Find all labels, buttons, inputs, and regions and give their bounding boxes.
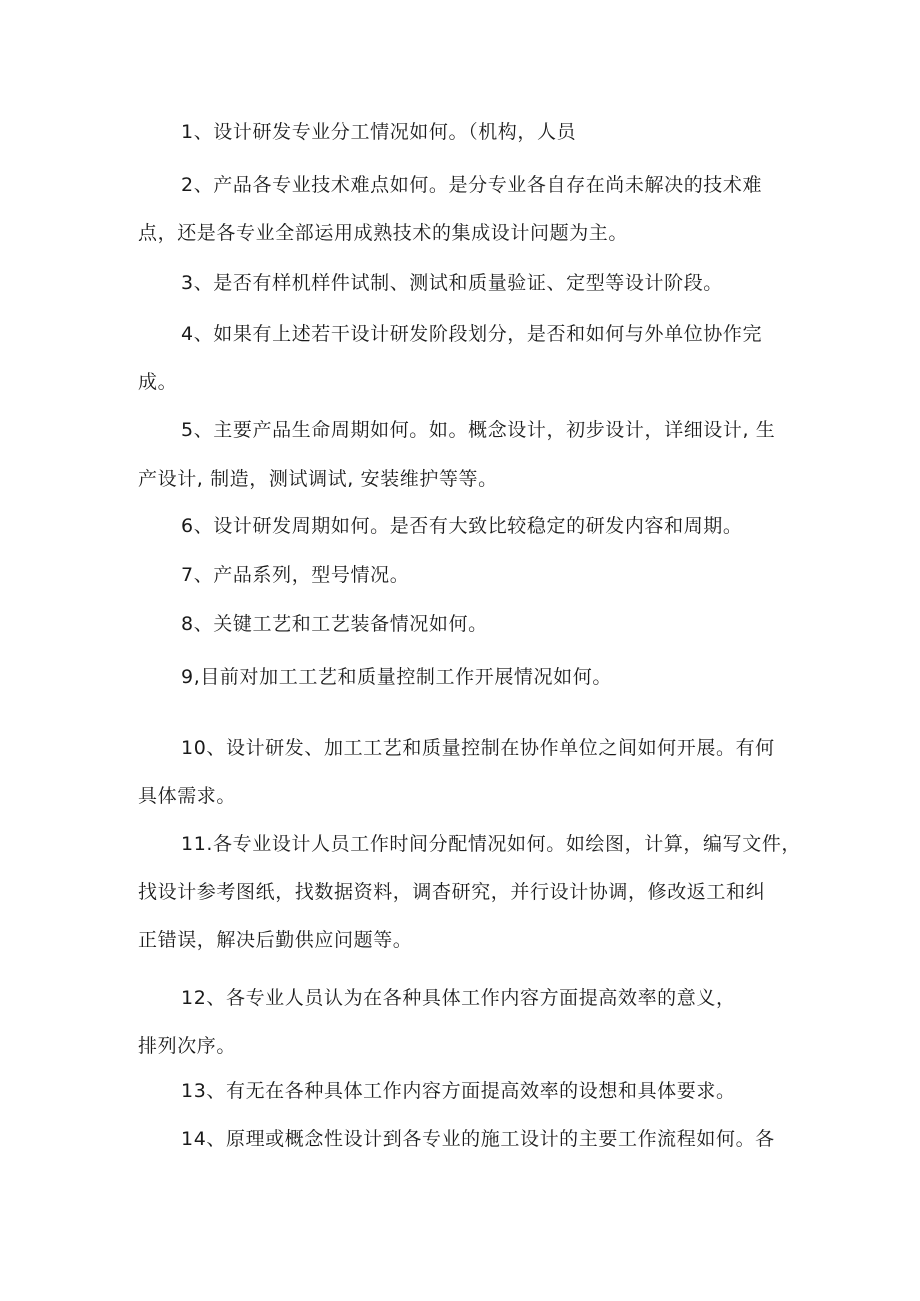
text-line: 成。: [138, 371, 178, 393]
text-line: 12、各专业人员认为在各种具体工作内容方面提高效率的意义，: [181, 987, 736, 1009]
text-line: 正错误，解决后勤供应问题等。: [138, 929, 413, 951]
text-line: 具体需求。: [138, 785, 237, 807]
text-line: 找设计参考图纸，找数据资料，调杳研究，并行设计协调，修改返工和纠: [138, 881, 766, 903]
text-line: 2、产品各专业技术难点如何。是分专业各自存在尚未解决的技术难: [181, 174, 763, 196]
text-line: 3、是否有样机样件试制、测试和质量验证、定型等设计阶段。: [181, 272, 723, 294]
text-line: 7、产品系列，型号情况。: [181, 564, 410, 586]
text-line: 点，还是各专业全部运用成熟技术的集成设计问题为主。: [138, 222, 629, 244]
text-line: 13、有无在各种具体工作内容方面提高效率的设想和具体要求。: [181, 1080, 736, 1102]
text-line: 6、设计研发周期如何。是否有大致比较稳定的研发内容和周期。: [181, 515, 743, 537]
text-line: 10、设计研发、加工工艺和质量控制在协作单位之间如何开展。有何: [181, 737, 775, 759]
text-line: 8、关键工艺和工艺装备情况如何。: [181, 613, 488, 635]
text-line: 9,目前对加工工艺和质量控制工作开展情况如何。: [181, 666, 612, 688]
text-line: 产设计, 制造，测试调试, 安装维护等等。: [138, 468, 498, 490]
text-line: 5、主要产品生命周期如何。如。概念设计，初步设计，详细设计, 生: [181, 419, 776, 441]
text-line: 11.各专业设计人员工作时间分配情况如何。如绘图，计算，编写文件，: [181, 833, 802, 855]
text-line: 4、如果有上述若干设计研发阶段划分，是否和如何与外单位协作完: [181, 323, 763, 345]
text-line: 14、原理或概念性设计到各专业的施工设计的主要工作流程如何。各: [181, 1128, 775, 1150]
text-line: 1、设计研发专业分工情况如何。（机构，人员: [181, 121, 577, 143]
text-line: 排列次序。: [138, 1035, 237, 1057]
